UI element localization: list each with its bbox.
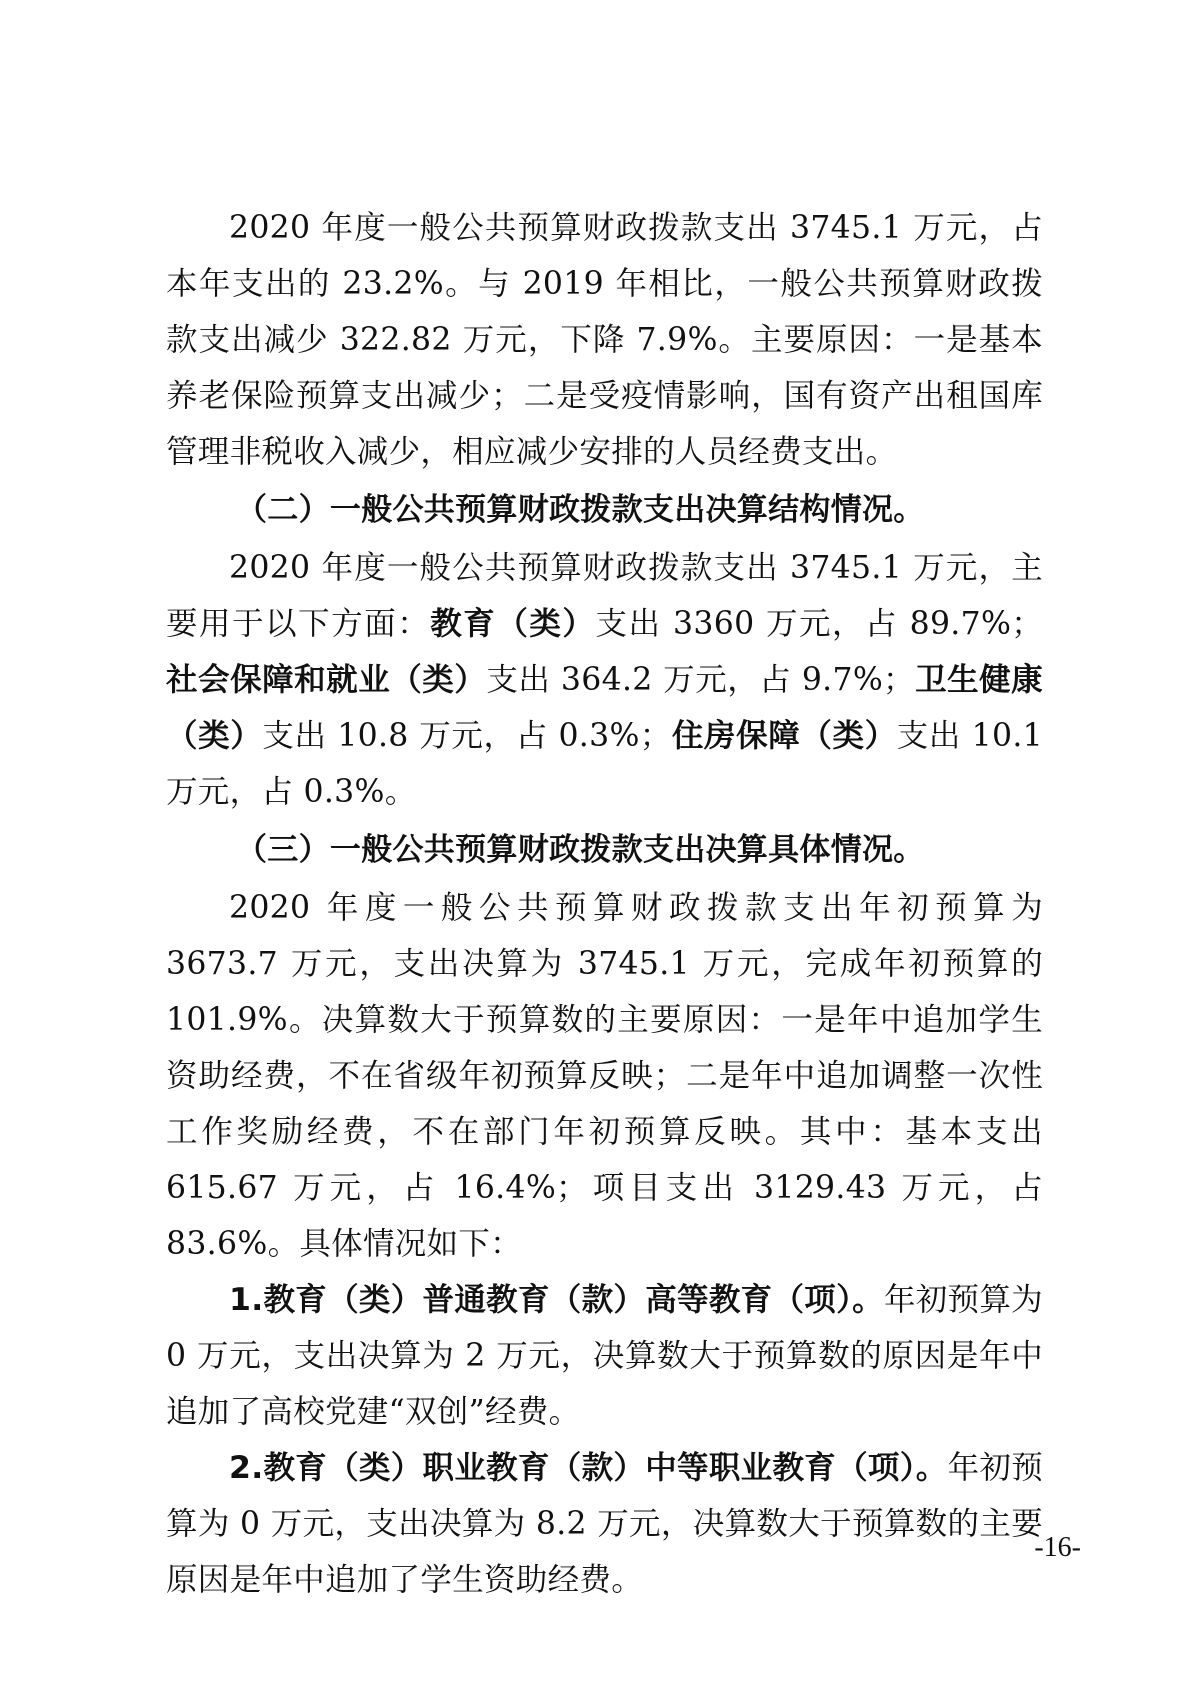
- page-number: -16-: [1034, 1532, 1081, 1563]
- housing-amount-text: 支出 10.1 万元，占 0.3%。: [166, 718, 1044, 810]
- structure-intro-text: 2020 年度一般公共预算财政拨款支出 3745.1 万元，主要用于以下方面：: [166, 550, 1043, 642]
- health-amount-text: 支出 10.8 万元，占 0.3%；: [262, 718, 672, 754]
- category-education: 教育（类）: [430, 606, 596, 642]
- category-social-security: 社会保障和就业（类）: [166, 662, 487, 698]
- paragraph-expenditure-structure: [166, 540, 1043, 820]
- item-higher-education-text: 年初预算为 0 万元，支出决算为 2 万元，决算数大于预算数的原因是年中追加了高校党建“双创”经费。: [166, 1282, 1043, 1430]
- item-vocational-education: [166, 1440, 1043, 1608]
- item-vocational-education-title: 2.教育（类）职业教育（款）中等职业教育（项）。: [229, 1450, 948, 1486]
- paragraph-budget-details: 2020 年度一般公共预算财政拨款支出年初预算为 3673.7 万元，支出决算为 3745.1 万元，完成年初预算的 101.9%。决算数大于预算数的主要原因：一是年中追加学生资助经费，不在省级年初预算反映；二是年中追加调整一次性工作奖励经费，不在部门年初预算反映。其中：基本支出 615.67 万元，占 16.4%；项目支出 3129.43 万元，占 83.6%。具体情况如下：: [166, 890, 1043, 1262]
- item-vocational-education-text: 年初预算为 0 万元，支出决算为 8.2 万元，决算数大于预算数的主要原因是年中追加了学生资助经费。: [166, 1450, 1043, 1598]
- education-amount-text: 支出 3360 万元，占 89.7%；: [595, 606, 1043, 642]
- paragraph-2020-expenditure-overview: 2020 年度一般公共预算财政拨款支出 3745.1 万元，占本年支出的 23.2%。与 2019 年相比，一般公共预算财政拨款支出减少 322.82 万元，下降 7.9%。主要原因：一是基本养老保险预算支出减少；二是受疫情影响，国有资产出租国库管理非税收入减少，相应减少安排的人员经费支出。: [166, 210, 1043, 470]
- item-higher-education: [166, 1272, 1043, 1440]
- category-housing: 住房保障（类）: [671, 718, 897, 754]
- item-higher-education-title: 1.教育（类）普通教育（款）高等教育（项）。: [229, 1282, 884, 1318]
- section-heading-structure: （二）一般公共预算财政拨款支出决算结构情况。: [236, 492, 925, 528]
- category-health: 卫生健康（类）: [166, 662, 1043, 754]
- document-body: [166, 200, 1043, 1608]
- social-security-amount-text: 支出 364.2 万元，占 9.7%；: [486, 662, 915, 698]
- section-heading-details: （三）一般公共预算财政拨款支出决算具体情况。: [236, 832, 925, 868]
